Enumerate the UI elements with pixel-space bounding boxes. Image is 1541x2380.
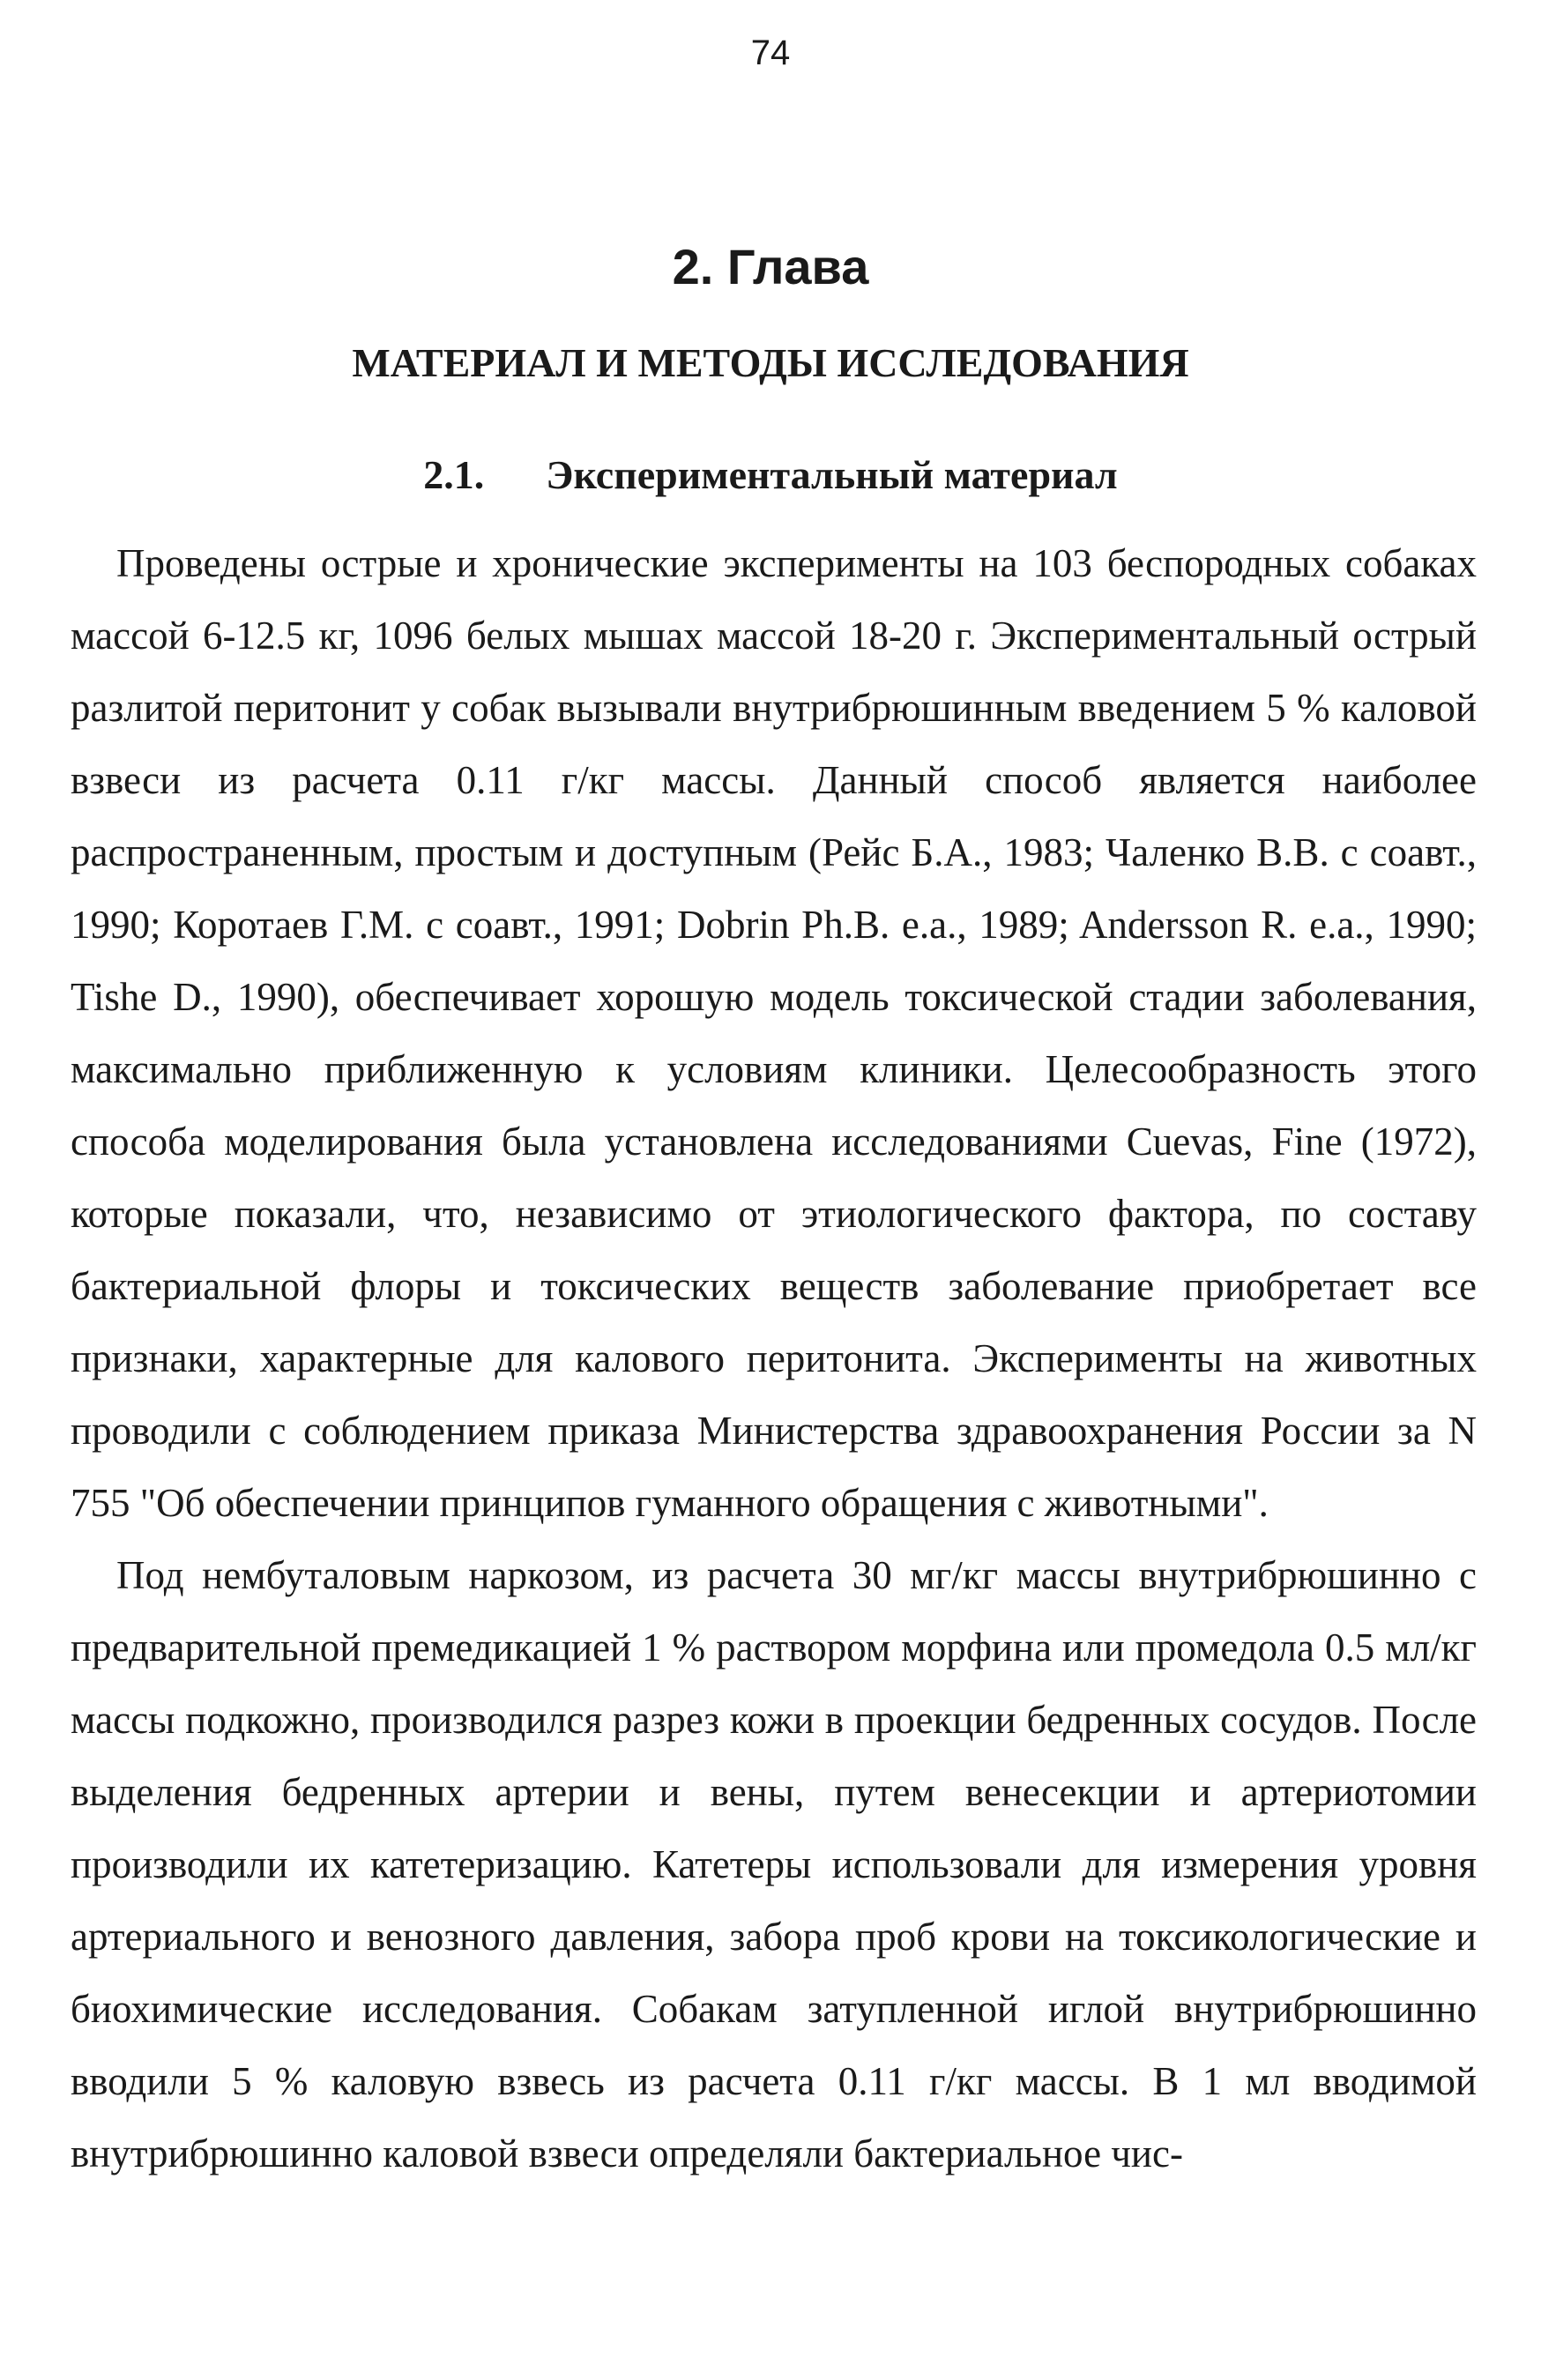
chapter-subtitle: МАТЕРИАЛ И МЕТОДЫ ИССЛЕДОВАНИЯ bbox=[352, 340, 1189, 385]
page-number: 74 bbox=[750, 33, 791, 72]
body-text bbox=[71, 527, 1477, 2190]
section-title: Экспериментальный материал bbox=[546, 452, 1118, 497]
section-heading bbox=[0, 451, 1541, 498]
chapter-title: 2. Глава bbox=[672, 239, 869, 294]
paragraph: Под нембуталовым наркозом, из расчета 30 мг/кг массы внутрибрюшинно с предварительной премедикацией 1 % раствором морфина или промедола 0.5 мл/кг массы подкожно, производился разрез кожи в проекции бедренных сосудов. После выделения бедренных артерии и вены, путем венесекции и артериотомии производили их катетеризацию. Катетеры использовали для измерения уровня артериального и венозного давления, забора проб крови на токсикологические и биохимические исследования. Собакам затупленной иглой внутрибрюшинно вводили 5 % каловую взвесь из расчета 0.11 г/кг массы. В 1 мл вводимой внутрибрюшинно каловой взвеси определяли бактериальное чис- bbox=[71, 1553, 1477, 2175]
section-number: 2.1. bbox=[423, 452, 485, 497]
paragraph: Проведены острые и хронические эксперименты на 103 беспородных собаках массой 6-12.5 кг, 1096 белых мышах массой 18-20 г. Экспериментальный острый разлитой перитонит у собак вызывали внутрибрюшинным введением 5 % каловой взвеси из расчета 0.11 г/кг массы. Данный способ является наиболее распространенным, простым и доступным (Рейс Б.А., 1983; Чаленко В.В. с соавт., 1990; Коротаев Г.М. с соавт., 1991; Dobrin Ph.B. e.a., 1989; Andersson R. e.a., 1990; Tishe D., 1990), обеспечивает хорошую модель токсической стадии заболевания, максимально приближенную к условиям клиники. Целесообразность этого способа моделирования была установлена исследованиями Cuevas, Fine (1972), которые показали, что, независимо от этиологического фактора, по составу бактериальной флоры и токсических веществ заболевание приобретает все признаки, характерные для калового перитонита. Эксперименты на животных проводили с соблюдением приказа Министерства здравоохранения России за N 755 "Об обеспечении принципов гуманного обращения с животными". bbox=[71, 541, 1477, 1525]
